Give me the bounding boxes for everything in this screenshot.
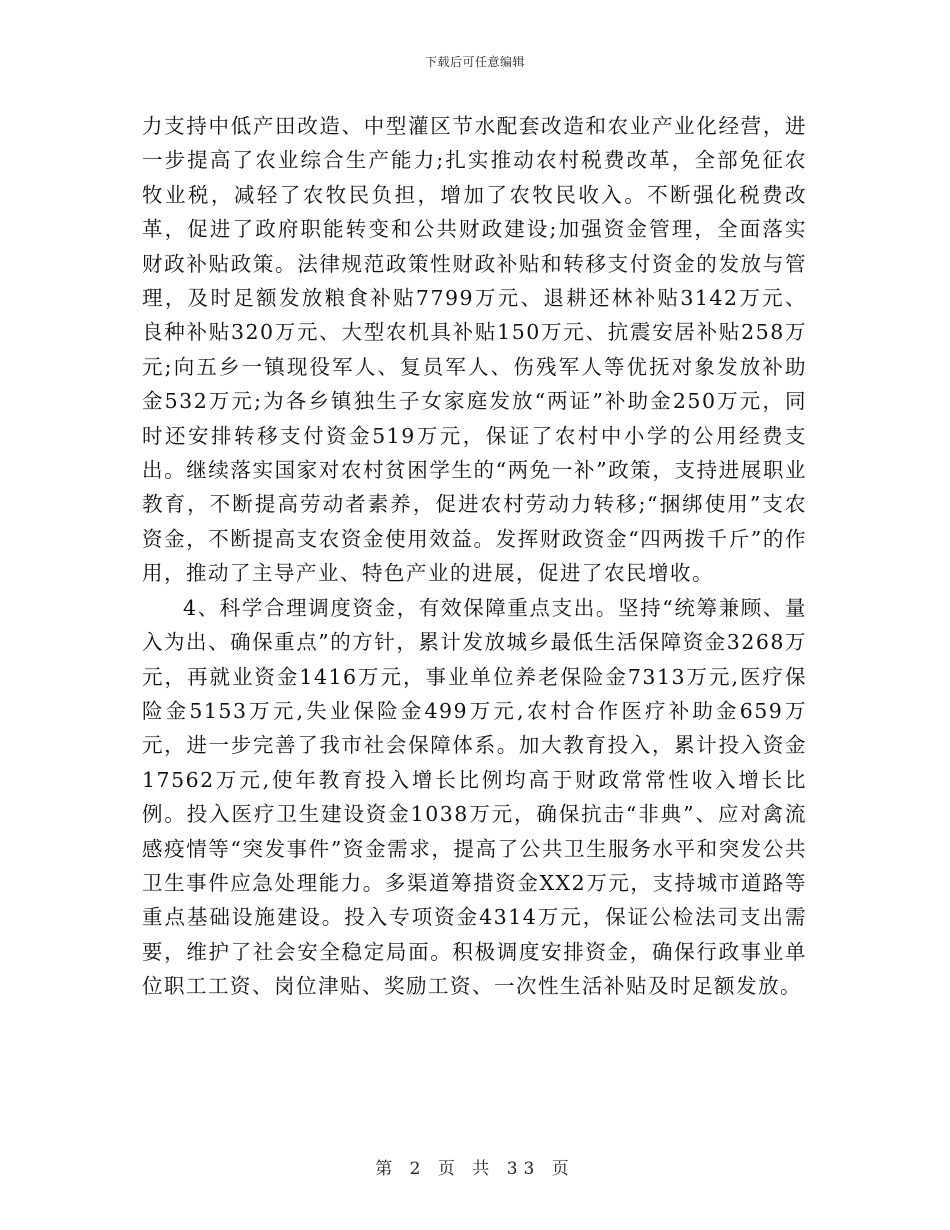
- document-body: [142, 109, 807, 1004]
- page-header: 下载后可任意编辑: [424, 55, 525, 69]
- paragraph-continuation: 力支持中低产田改造、中型灌区节水配套改造和农业产业化经营，进一步提高了农业综合生产能力;扎实推动农村税费改革，全部免征农牧业税，减轻了农牧民负担，增加了农牧民收入。不断强化税费改革，促进了政府职能转变和公共财政建设;加强资金管理，全面落实财政补贴政策。法律规范政策性财政补贴和转移支付资金的发放与管理，及时足额发放粮食补贴7799万元、退耕还林补贴3142万元、良种补贴320万元、大型农机具补贴150万元、抗震安居补贴258万元;向五乡一镇现役军人、复员军人、伤残军人等优抚对象发放补助金532万元;为各乡镇独生子女家庭发放“两证”补助金250万元，同时还安排转移支付资金519万元，保证了农村中小学的公用经费支出。继续落实国家对农村贫困学生的“两免一补”政策，支持进展职业教育，不断提高劳动者素养，促进农村劳动力转移;“捆绑使用”支农资金，不断提高支农资金使用效益。发挥财政资金“四两拨千斤”的作用，推动了主导产业、特色产业的进展，促进了农民增收。: [142, 114, 807, 586]
- paragraph-section-4: 4、科学合理调度资金，有效保障重点支出。坚持“统筹兼顾、量入为出、确保重点”的方针，累计发放城乡最低生活保障资金3268万元，再就业资金1416万元，事业单位养老保险金7313万元,医疗保险金5153万元,失业保险金499万元,农村合作医疗补助金659万元，进一步完善了我市社会保障体系。加大教育投入，累计投入资金17562万元,使年教育投入增长比例均高于财政常常性收入增长比例。投入医疗卫生建设资金1038万元，确保抗击“非典”、应对禽流感疫情等“突发事件”资金需求，提高了公共卫生服务水平和突发公共卫生事件应急处理能力。多渠道筹措资金XX2万元，支持城市道路等重点基础设施建设。投入专项资金4314万元，保证公检法司支出需要，维护了社会安全稳定局面。积极调度安排资金，确保行政事业单位职工工资、岗位津贴、奖励工资、一次性生活补贴及时足额发放。: [142, 595, 807, 999]
- page-footer: 第 2 页 共 33 页: [375, 1159, 575, 1179]
